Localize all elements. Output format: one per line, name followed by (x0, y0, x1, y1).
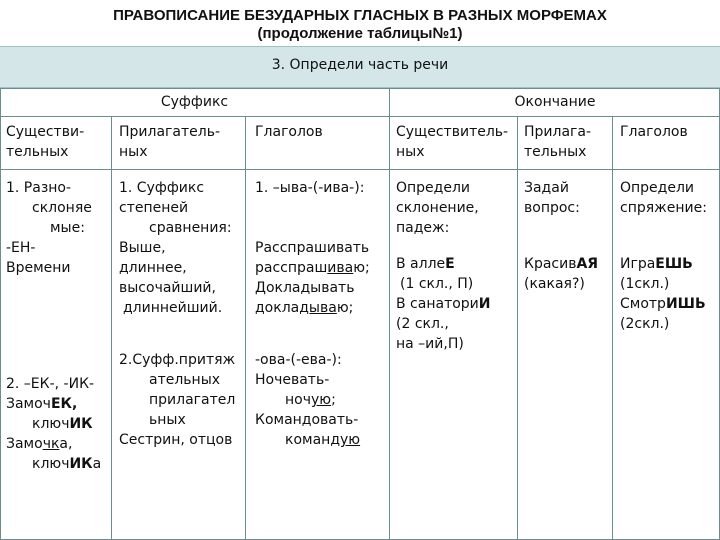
col-header-adjectives: Прилагатель- ных (119, 124, 220, 160)
col-header-nouns: Существи- тельных (6, 124, 85, 160)
col3-cell-2: -ова-(-ева-): Ночевать- ночую; Командовать- командую (255, 352, 361, 448)
group-header-ending: Окончание (514, 94, 596, 110)
col3-cell: 1. –ыва-(-ива-): Расспрашивать расспрашиваю; Докладывать докладываю; (255, 180, 370, 316)
table-line (245, 116, 246, 540)
table-line (517, 116, 518, 540)
section-band (0, 47, 720, 88)
col-header-verbs-ending: Глаголов (620, 124, 688, 140)
col6-cell: Определи спряжение: ИграЕШЬ (1скл.) СмотрИШЬ (2скл.) (620, 180, 707, 332)
col1-cell-2: 2. –ЕК-, -ИК- ЗамочЕК, ключИК Замочка, ключИКа (6, 376, 102, 472)
col2-cell-2: 2.Суфф.притяж ательных прилагател ьных Сестрин, отцов (119, 352, 236, 448)
table-line (0, 88, 1, 540)
table-line (0, 88, 720, 89)
col-header-verbs: Глаголов (255, 124, 323, 140)
title-line-2: (продолжение таблицы№1) (257, 25, 463, 42)
page-title (0, 0, 720, 47)
morpheme-table (0, 88, 720, 540)
col4-cell: Определи склонение, падеж: В аллеЕ (1 скл., П) В санаториИ (2 скл., на –ий,П) (396, 180, 491, 352)
col-header-adjectives-ending: Прилага- тельных (524, 124, 592, 160)
section-band-label: 3. Определи часть речи (271, 57, 449, 73)
col5-cell: Задай вопрос: КрасивАЯ (какая?) (524, 180, 599, 292)
table-line (612, 116, 613, 540)
table-line (389, 88, 390, 540)
group-header-suffix: Суффикс (160, 94, 229, 110)
title-line-1: ПРАВОПИСАНИЕ БЕЗУДАРНЫХ ГЛАСНЫХ В РАЗНЫХ МОРФЕМАХ (113, 7, 607, 24)
col1-cell: 1. Разно- склоняе мые: -ЕН- Времени (6, 180, 92, 276)
table-line (111, 116, 112, 540)
col-header-nouns-ending: Существитель- ных (396, 124, 509, 160)
col2-cell: 1. Суффикс степеней сравнения: Выше, длиннее, высочайший, длиннейший. (119, 180, 232, 316)
